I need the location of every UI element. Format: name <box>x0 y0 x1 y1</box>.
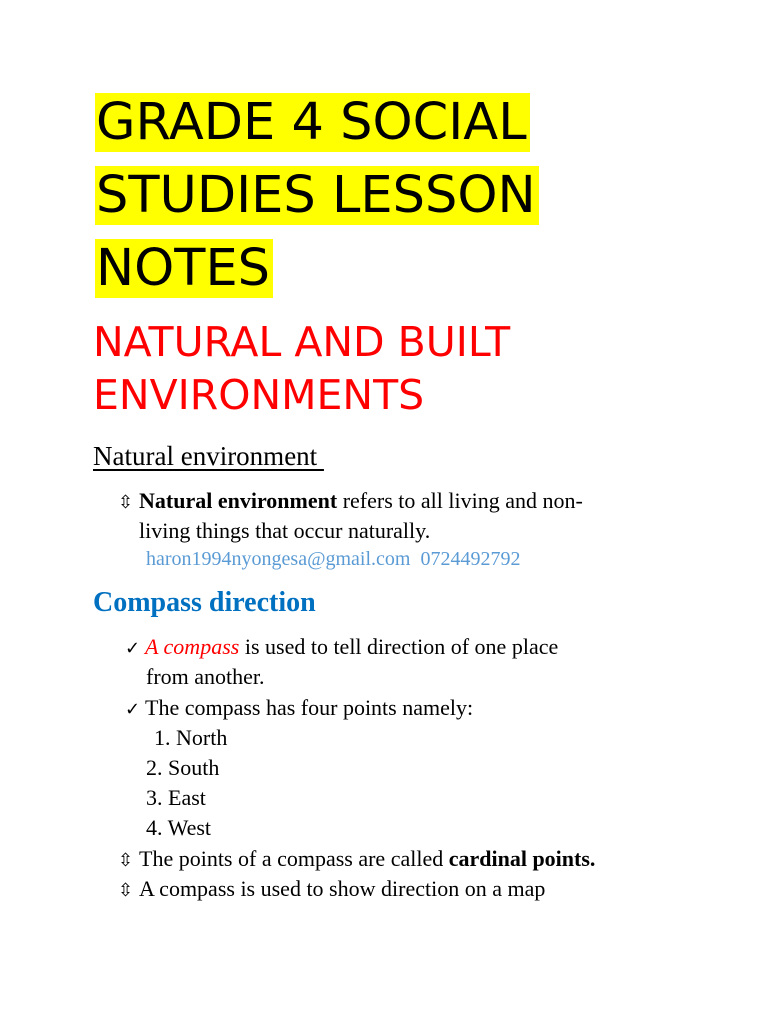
title-highlight: NOTES <box>95 239 273 298</box>
compass-point-2 <box>125 693 473 725</box>
title-line-1 <box>93 86 532 159</box>
natural-definition-continued: living things that occur naturally. <box>139 518 431 543</box>
subtitle-line-1: NATURAL AND BUILT <box>93 318 511 366</box>
compass-direction-heading: Compass direction <box>93 587 316 618</box>
compass-term: A compass <box>145 634 240 659</box>
page-title <box>93 86 653 305</box>
title-highlight: STUDIES LESSON <box>95 166 539 225</box>
topic-subtitle <box>93 316 693 422</box>
natural-environment-heading: Natural environment <box>93 441 324 471</box>
compass-point-1-continued: from another. <box>146 664 265 689</box>
cardinal-point-east: 3. East <box>146 785 206 810</box>
compass-map-text: A compass is used to show direction on a map <box>139 876 546 901</box>
cardinal-point-south: 2. South <box>146 755 220 780</box>
arrow-bullet-icon: ⇳ <box>118 880 134 901</box>
arrow-bullet-icon: ⇳ <box>118 492 134 513</box>
definition-text: refers to all living and non- <box>337 488 583 513</box>
cardinal-points-text: The points of a compass are called <box>139 846 449 871</box>
compass-point-1 <box>125 632 558 664</box>
title-line-2 <box>93 159 541 232</box>
title-highlight: GRADE 4 SOCIAL <box>95 93 530 152</box>
title-line-3 <box>93 232 275 305</box>
cardinal-point-west: 4. West <box>146 815 212 840</box>
cardinal-points-term: cardinal points. <box>448 846 596 871</box>
cardinal-point-north: 1. North <box>154 725 228 750</box>
checkmark-icon: ✓ <box>125 699 141 720</box>
natural-definition <box>118 486 583 518</box>
contact-info: haron1994nyongesa@gmail.com 0724492792 <box>146 548 521 570</box>
compass-point-1-text: is used to tell direction of one place <box>239 634 559 659</box>
definition-term: Natural environment <box>139 488 338 513</box>
subtitle-line-2: ENVIRONMENTS <box>93 371 425 419</box>
compass-point-2-text: The compass has four points namely: <box>145 695 474 720</box>
arrow-bullet-icon: ⇳ <box>118 850 134 871</box>
cardinal-points-note <box>118 844 595 876</box>
checkmark-icon: ✓ <box>125 638 141 659</box>
compass-map-note <box>118 874 545 906</box>
